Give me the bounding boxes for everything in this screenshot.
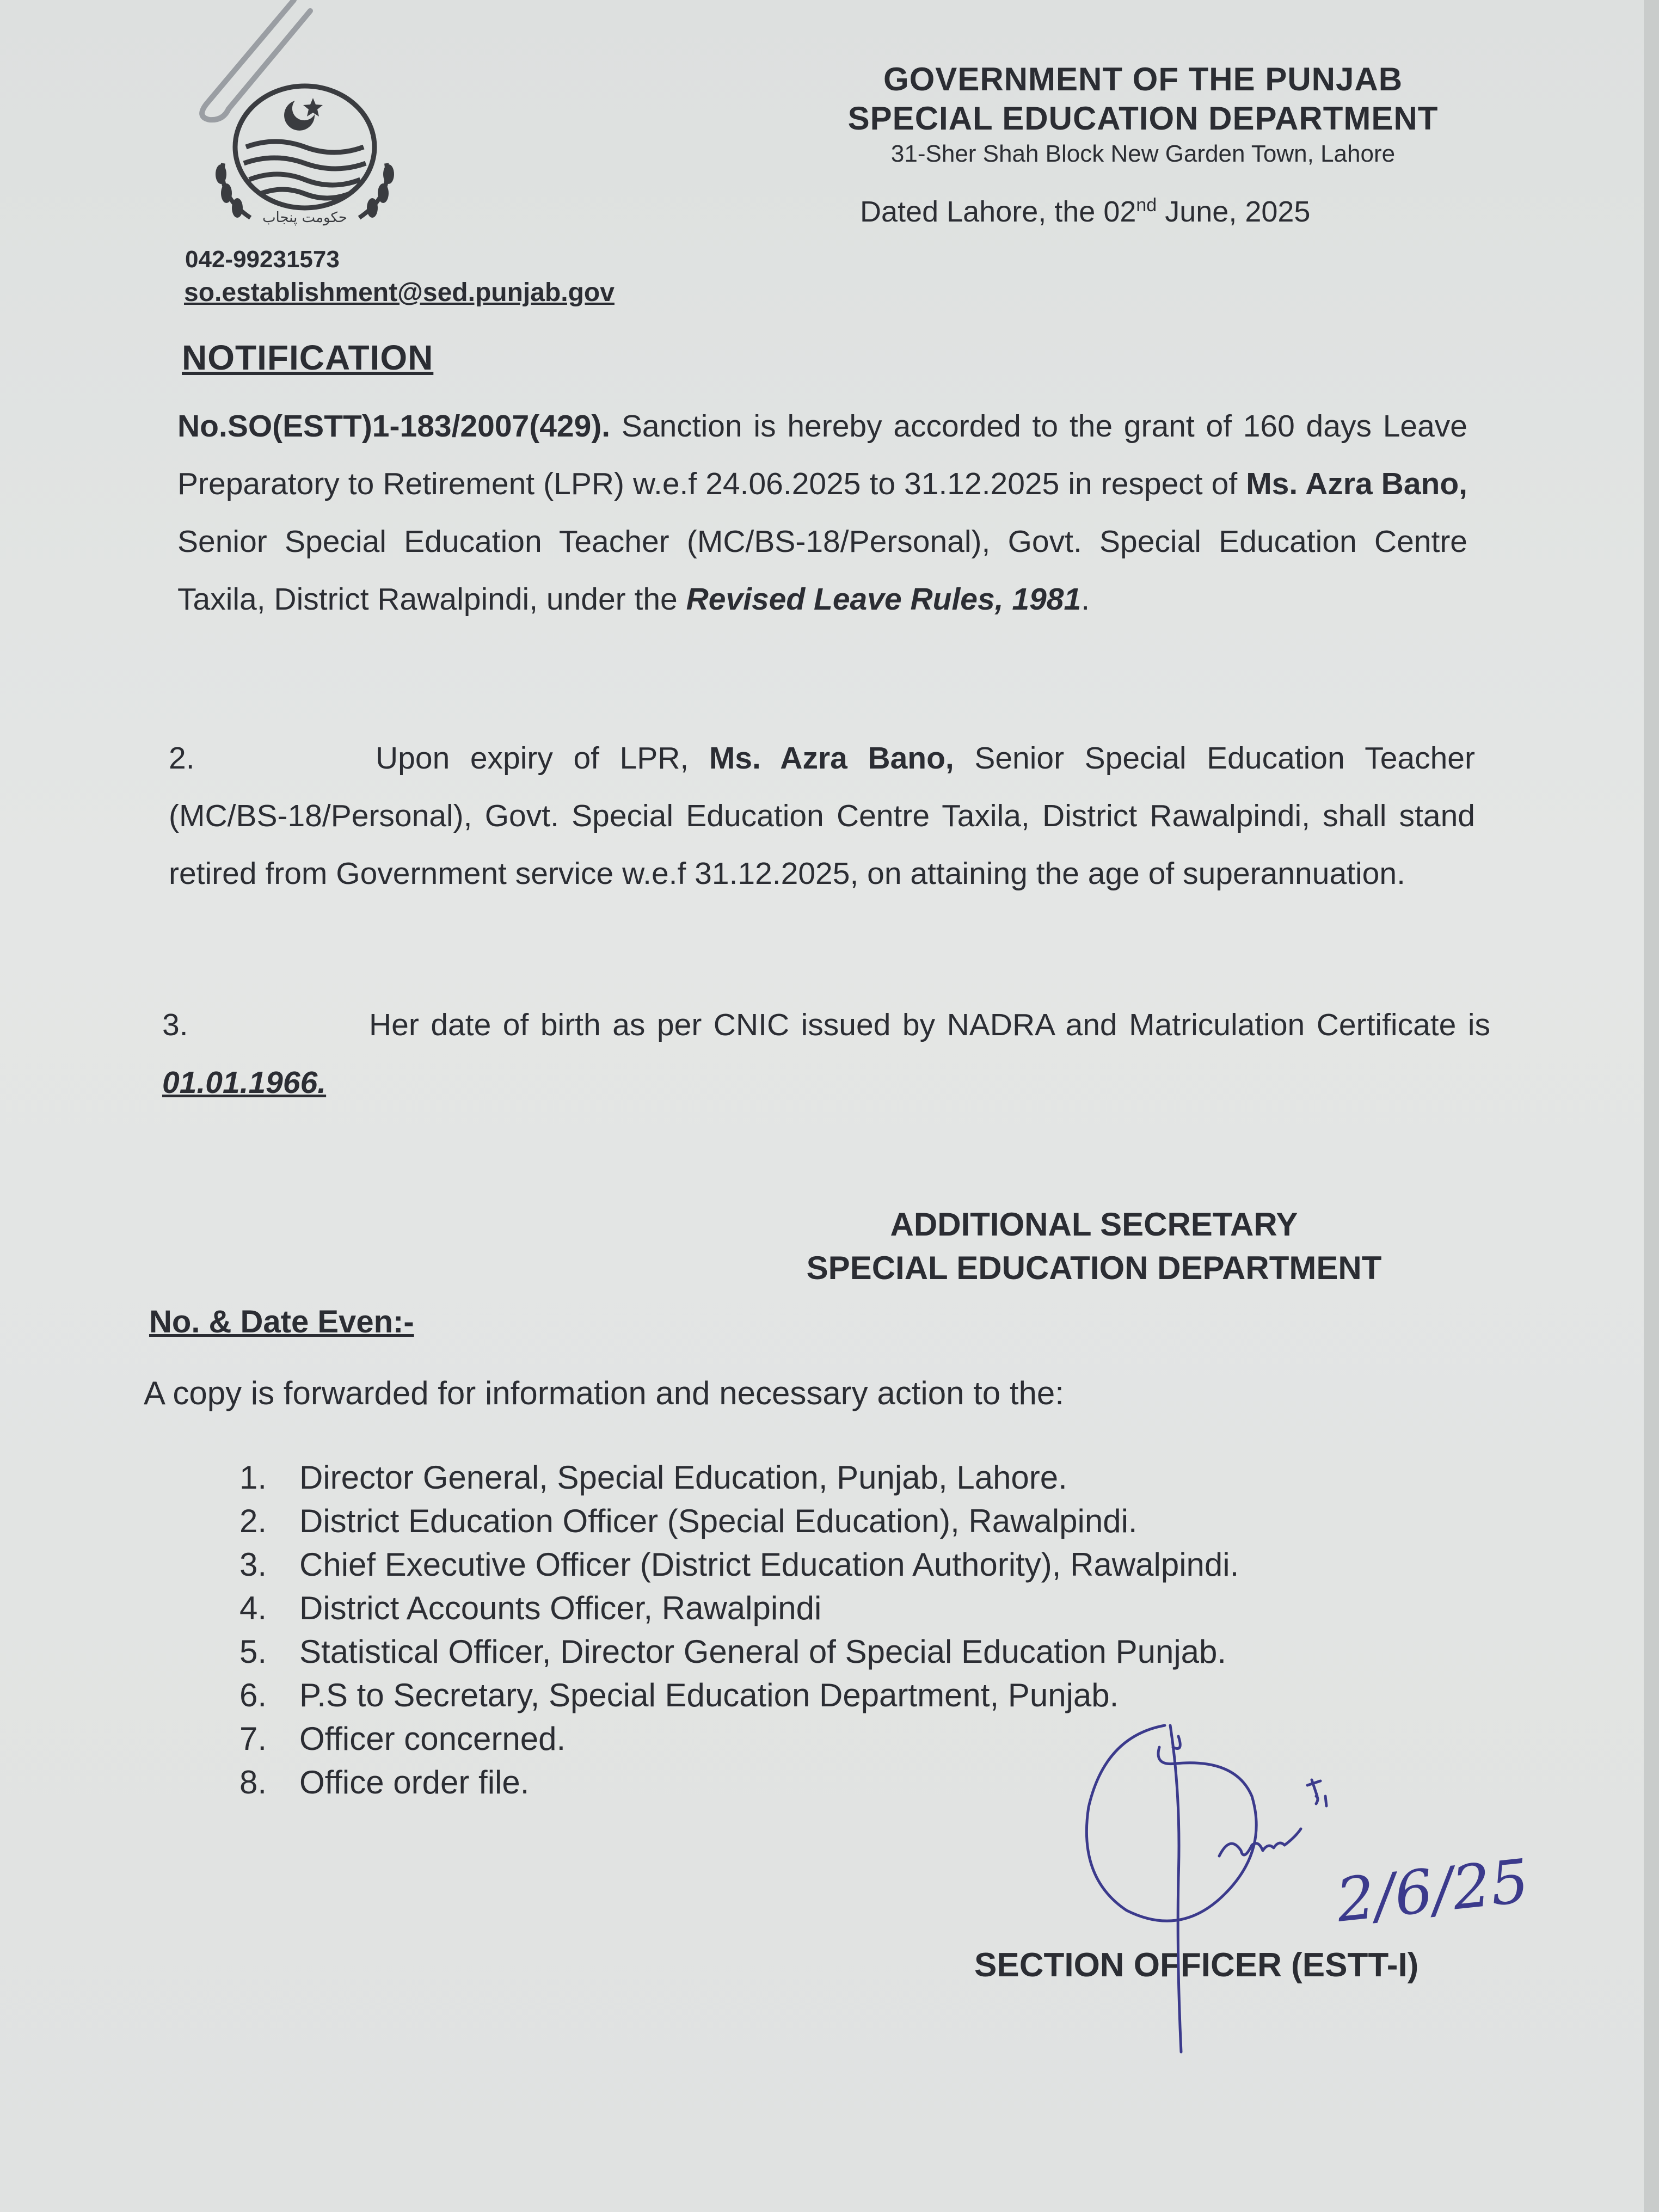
punjab-government-logo-icon — [201, 82, 408, 234]
department-title: SPECIAL EDUCATION DEPARTMENT — [847, 100, 1439, 137]
employee-name: Ms. Azra Bano, — [1246, 466, 1467, 501]
list-item: 3. Chief Executive Officer (District Education Authority), Rawalpindi. — [239, 1546, 1239, 1583]
government-title: GOVERNMENT OF THE PUNJAB — [883, 61, 1403, 97]
section-officer-title: SECTION OFFICER (ESTT-I) — [974, 1946, 1419, 1984]
svg-text:2/6/25: 2/6/25 — [1333, 1846, 1532, 1936]
list-item: 2. District Education Officer (Special Education), Rawalpindi. — [239, 1503, 1138, 1539]
signatory-department: SPECIAL EDUCATION DEPARTMENT — [806, 1250, 1382, 1286]
signatory-title: ADDITIONAL SECRETARY — [890, 1206, 1298, 1243]
date-of-birth: 01.01.1966. — [162, 1065, 327, 1100]
list-item: 4. District Accounts Officer, Rawalpindi — [239, 1590, 822, 1626]
dated-line: Dated Lahore, the 02nd June, 2025 — [860, 195, 1311, 228]
notification-heading: NOTIFICATION — [182, 338, 434, 377]
paragraph-1: No.SO(ESTT)1-183/2007(429). Sanction is hereby accorded to the grant of 160 days Leave Preparatory to Retirement (LPR) w.e.f 24.06.2025 to 31.12.2025 in respect of Ms. Azra Bano, Senior Special Education Teacher (MC/BS-18/Personal), Govt. Special Education Centre Taxila, District Rawalpindi, under the Revised Leave Rules, 1981. — [177, 409, 1467, 617]
reference-number: No.SO(ESTT)1-183/2007(429). — [177, 409, 611, 444]
list-item: 7. Officer concerned. — [239, 1721, 566, 1757]
paragraph-2: 2. Upon expiry of LPR, Ms. Azra Bano, Senior Special Education Teacher (MC/BS-18/Personal), Govt. Special Education Centre Taxila, District Rawalpindi, shall stand retired from Government service w.e.f 31.12.2025, on attaining the age of superannuation. — [169, 741, 1475, 891]
phone-number: 042-99231573 — [185, 246, 340, 273]
letterhead — [806, 60, 1480, 170]
svg-text:حکومت پنجاب: حکومت پنجاب — [262, 210, 347, 226]
paragraph-3: 3. Her date of birth as per CNIC issued by NADRA and Matriculation Certificate is 01.01.1966. — [162, 1007, 1490, 1100]
employee-name: Ms. Azra Bano, — [709, 741, 954, 776]
list-item: 8. Office order file. — [239, 1764, 530, 1801]
signatory-block — [762, 1203, 1426, 1290]
copy-heading: No. & Date Even:- — [149, 1304, 414, 1340]
department-address: 31-Sher Shah Block New Garden Town, Lahore — [890, 140, 1396, 167]
rules-reference: Revised Leave Rules, 1981 — [686, 582, 1082, 617]
list-item: 1. Director General, Special Education, Punjab, Lahore. — [239, 1459, 1067, 1496]
handwritten-signature-icon — [1056, 1715, 1532, 2085]
copy-intro: A copy is forwarded for information and necessary action to the: — [144, 1375, 1064, 1411]
list-item: 6. P.S to Secretary, Special Education Department, Punjab. — [239, 1677, 1119, 1713]
paper-edge — [1644, 0, 1659, 2212]
list-item: 5. Statistical Officer, Director General of Special Education Punjab. — [239, 1633, 1227, 1670]
email-address: so.establishment@sed.punjab.gov — [184, 278, 615, 307]
